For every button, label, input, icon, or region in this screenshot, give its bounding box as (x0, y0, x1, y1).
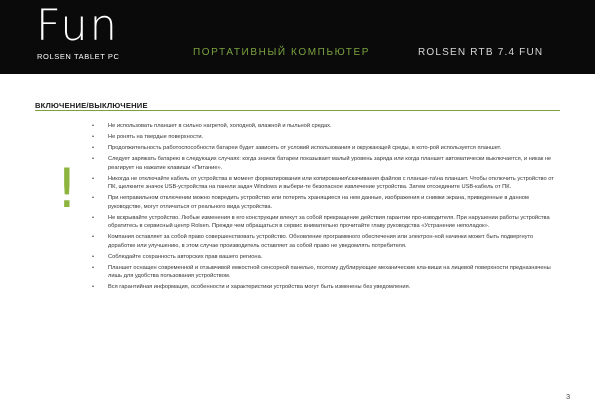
bullet-icon: • (92, 195, 94, 202)
bullet-icon: • (92, 133, 94, 140)
list-item-text: Соблюдайте сохранность авторских прав вашего региона. (108, 253, 263, 260)
warning-icon: ! (56, 157, 78, 220)
list-item (92, 144, 556, 153)
list-item (92, 283, 556, 292)
bullet-icon: • (92, 144, 94, 151)
bullet-icon: • (92, 175, 94, 182)
list-item (92, 264, 556, 281)
bullet-icon: • (92, 284, 94, 291)
warning-list (92, 122, 556, 294)
header-bar (0, 0, 595, 74)
list-item (92, 214, 556, 231)
list-item-text: При неправильном отключении можно повредить устройство или потерять хранящиеся на нем данные, изображения и снимки экрана, приведенные в данном руководстве, могут отличаться от реального вида устройства. (108, 195, 529, 210)
list-item (92, 155, 556, 172)
bullet-icon: • (92, 155, 94, 162)
list-item (92, 133, 556, 142)
brand-logo: Fun (36, 1, 119, 51)
list-item (92, 233, 556, 250)
list-item (92, 253, 556, 262)
list-item (92, 122, 556, 131)
bullet-icon: • (92, 234, 94, 241)
bullet-icon: • (92, 214, 94, 221)
list-item-text: Не ронять на твердые поверхности. (108, 133, 204, 140)
list-item-text: Продолжительность работоспособности батареи будет зависеть от условий использования и окружающей среды, в кото-рой используется планшет. (108, 144, 502, 151)
bullet-icon: • (92, 123, 94, 129)
list-item-text: Не использовать планшет в сильно нагретой, холодной, влажной и пыльной средах. (108, 123, 332, 129)
section-divider (35, 110, 560, 111)
bullet-icon: • (92, 264, 94, 271)
list-item-text: Планшет оснащен современной и отзывчивой емкостной сенсорной панелью, поэтому дублирующие механические кла-виши на лицевой поверхности предназначены лишь для удобства пользования устройством. (108, 264, 551, 280)
page-number: 3 (566, 392, 571, 401)
list-item-text: Вся гарантийная информация, особенности и характеристики устройства могут быть изменены без уведомления. (108, 284, 411, 291)
product-category: ПОРТАТИВНЫЙ КОМПЬЮТЕР (193, 47, 371, 58)
list-item-text: Никогда не отключайте кабель от устройства в момент форматирования или копирования\скачивания файлов с планше-та\на планшет. Чтобы отключить устройство от ПК, щелкните значок USB-устройства на панели задач Windows и выбери-те безопасное извлечение устройства. Затем отсоедините USB-кабель от ПК. (108, 175, 554, 191)
section-title: ВКЛЮЧЕНИЕ/ВЫКЛЮЧЕНИЕ (35, 101, 148, 110)
list-item-text: Не вскрывайте устройство. Любые изменения в его конструкции влекут за собой прекращение действия гарантии про-изводителя. При нарушении работы устройства обратитесь в сервисный центр Rolsen. Прежде чем обращаться в сервис внимательно прочитайте главу руководства «Устранение неполадок». (108, 214, 550, 230)
brand-subtitle: ROLSEN TABLET PC (37, 52, 120, 61)
list-item (92, 194, 556, 211)
list-item-text: Компания оставляет за собой право совершенствовать устройство. Обновление программного обеспечения или электрон-ной начинки может быть подвергнуто доработке или улучшению, в этом случае производитель оставляет за собой право не уведомлять потребителя. (108, 234, 534, 249)
bullet-icon: • (92, 253, 94, 260)
list-item-text: Следует заряжать батарею в следующих случаях: когда значок батареи показывает малый уровень заряда или когда планшет автоматически выключается, и никак не реагирует на нажатие клавиши «Питание». (108, 155, 552, 171)
product-model: ROLSEN RTB 7.4 FUN (418, 47, 544, 58)
list-item (92, 175, 556, 192)
